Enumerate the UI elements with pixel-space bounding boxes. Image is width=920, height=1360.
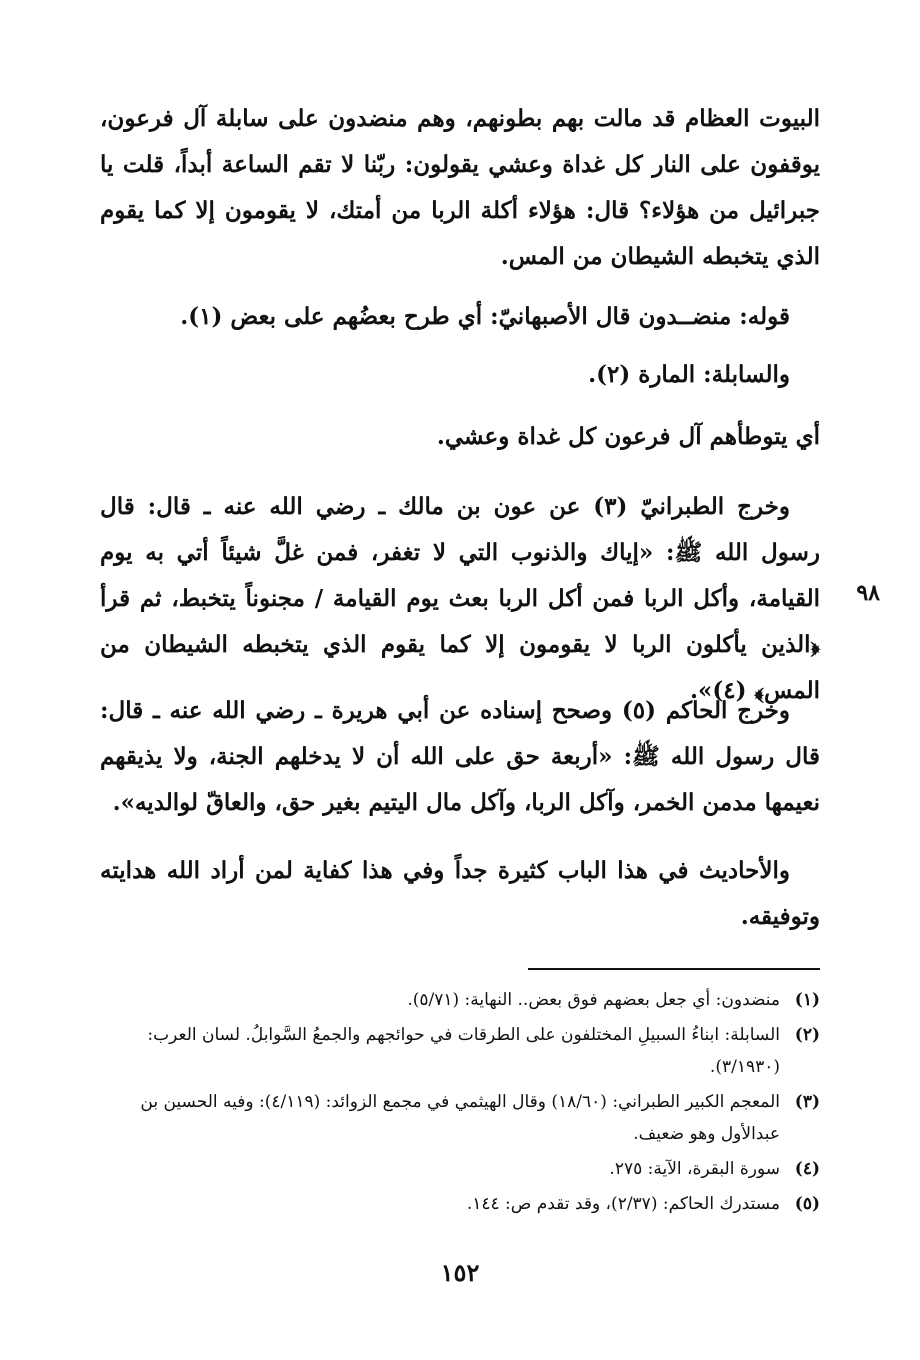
paragraph-2: قوله: منضــدون قال الأصبهانيّ: أي طرح بعضُهم على بعض (١). <box>180 303 790 330</box>
paragraph-4: أي يتوطأهم آل فرعون كل غداة وعشي. <box>436 423 820 450</box>
paragraph-6: وخرج الحاكم (٥) وصحح إسناده عن أبي هريرة ـ رضي الله عنه ـ قال: قال رسول الله ﷺ: «أربعة حق على الله أن لا يدخلهم الجنة، ولا يذيقهم نعيمها مدمن الخمر، وآكل الربا، وآكل مال اليتيم بغير حق، والعاقّ لوالديه». <box>100 697 820 816</box>
footnote-item <box>100 1188 820 1220</box>
footnote-item <box>100 1019 820 1083</box>
paragraph-1: البيوت العظام قد مالت بهم بطونهم، وهم منضدون على سابلة آل فرعون، يوقفون على النار كل غداة وعشي يقولون: ربّنا لا تقم الساعة أبداً، قلت يا جبرائيل من هؤلاء؟ قال: هؤلاء أكلة الربا من أمتك، لا يقومون إلا كما يقوم الذي يتخبطه الشيطان من المس. <box>100 105 820 270</box>
footnote-number: (٥) <box>794 1194 820 1214</box>
footnote-number: (٤) <box>794 1159 820 1179</box>
paragraph-7: والأحاديث في هذا الباب كثيرة جداً وفي هذا كفاية لمن أراد الله هدايته وتوفيقه. <box>100 857 820 930</box>
margin-page-number: ٩٨ <box>856 580 880 606</box>
footnote-text: السابلة: ابناءُ السبيلِ المختلفون على الطرقات في حوائجهم والجمعُ السَّوابلُ. لسان العرب: (٣/١٩٣٠). <box>147 1025 780 1077</box>
footnote-text: منضدون: أي جعل بعضهم فوق بعض.. النهاية: (٥/٧١). <box>407 990 780 1010</box>
footnote-number: (٢) <box>794 1025 820 1045</box>
footnote-text: المعجم الكبير الطبراني: (١٨/٦٠) وقال الهيثمي في مجمع الزوائد: (٤/١١٩): وفيه الحسين بن عبدالأول وهو ضعيف. <box>140 1092 780 1144</box>
footnote-item <box>100 1086 820 1150</box>
footnote-text: سورة البقرة، الآية: ٢٧٥. <box>609 1159 780 1179</box>
page-number: ١٥٢ <box>440 1258 480 1287</box>
footnote-number: (٣) <box>794 1092 820 1112</box>
footnote-text: مستدرك الحاكم: (٢/٣٧)، وقد تقدم ص: ١٤٤. <box>466 1194 780 1214</box>
paragraph-5: وخرج الطبرانيّ (٣) عن عون بن مالك ـ رضي الله عنه ـ قال: قال رسول الله ﷺ: «إياك والذنوب التي لا تغفر، فمن غلَّ شيئاً أتي به يوم القيامة، وأكل الربا فمن أكل الربا بعث يوم القيامة / مجنوناً يتخبط، ثم قرأ ﴿الذين يأكلون الربا لا يقومون إلا كما يقوم الذي يتخبطه الشيطان من المس﴾ (٤)». <box>100 493 820 704</box>
footnote-number: (١) <box>794 990 820 1010</box>
paragraph-3: والسابلة: المارة (٢). <box>588 361 790 388</box>
footnotes <box>100 984 820 1223</box>
footnote-divider <box>528 968 820 970</box>
footnote-item <box>100 1153 820 1185</box>
footnote-item <box>100 984 820 1016</box>
